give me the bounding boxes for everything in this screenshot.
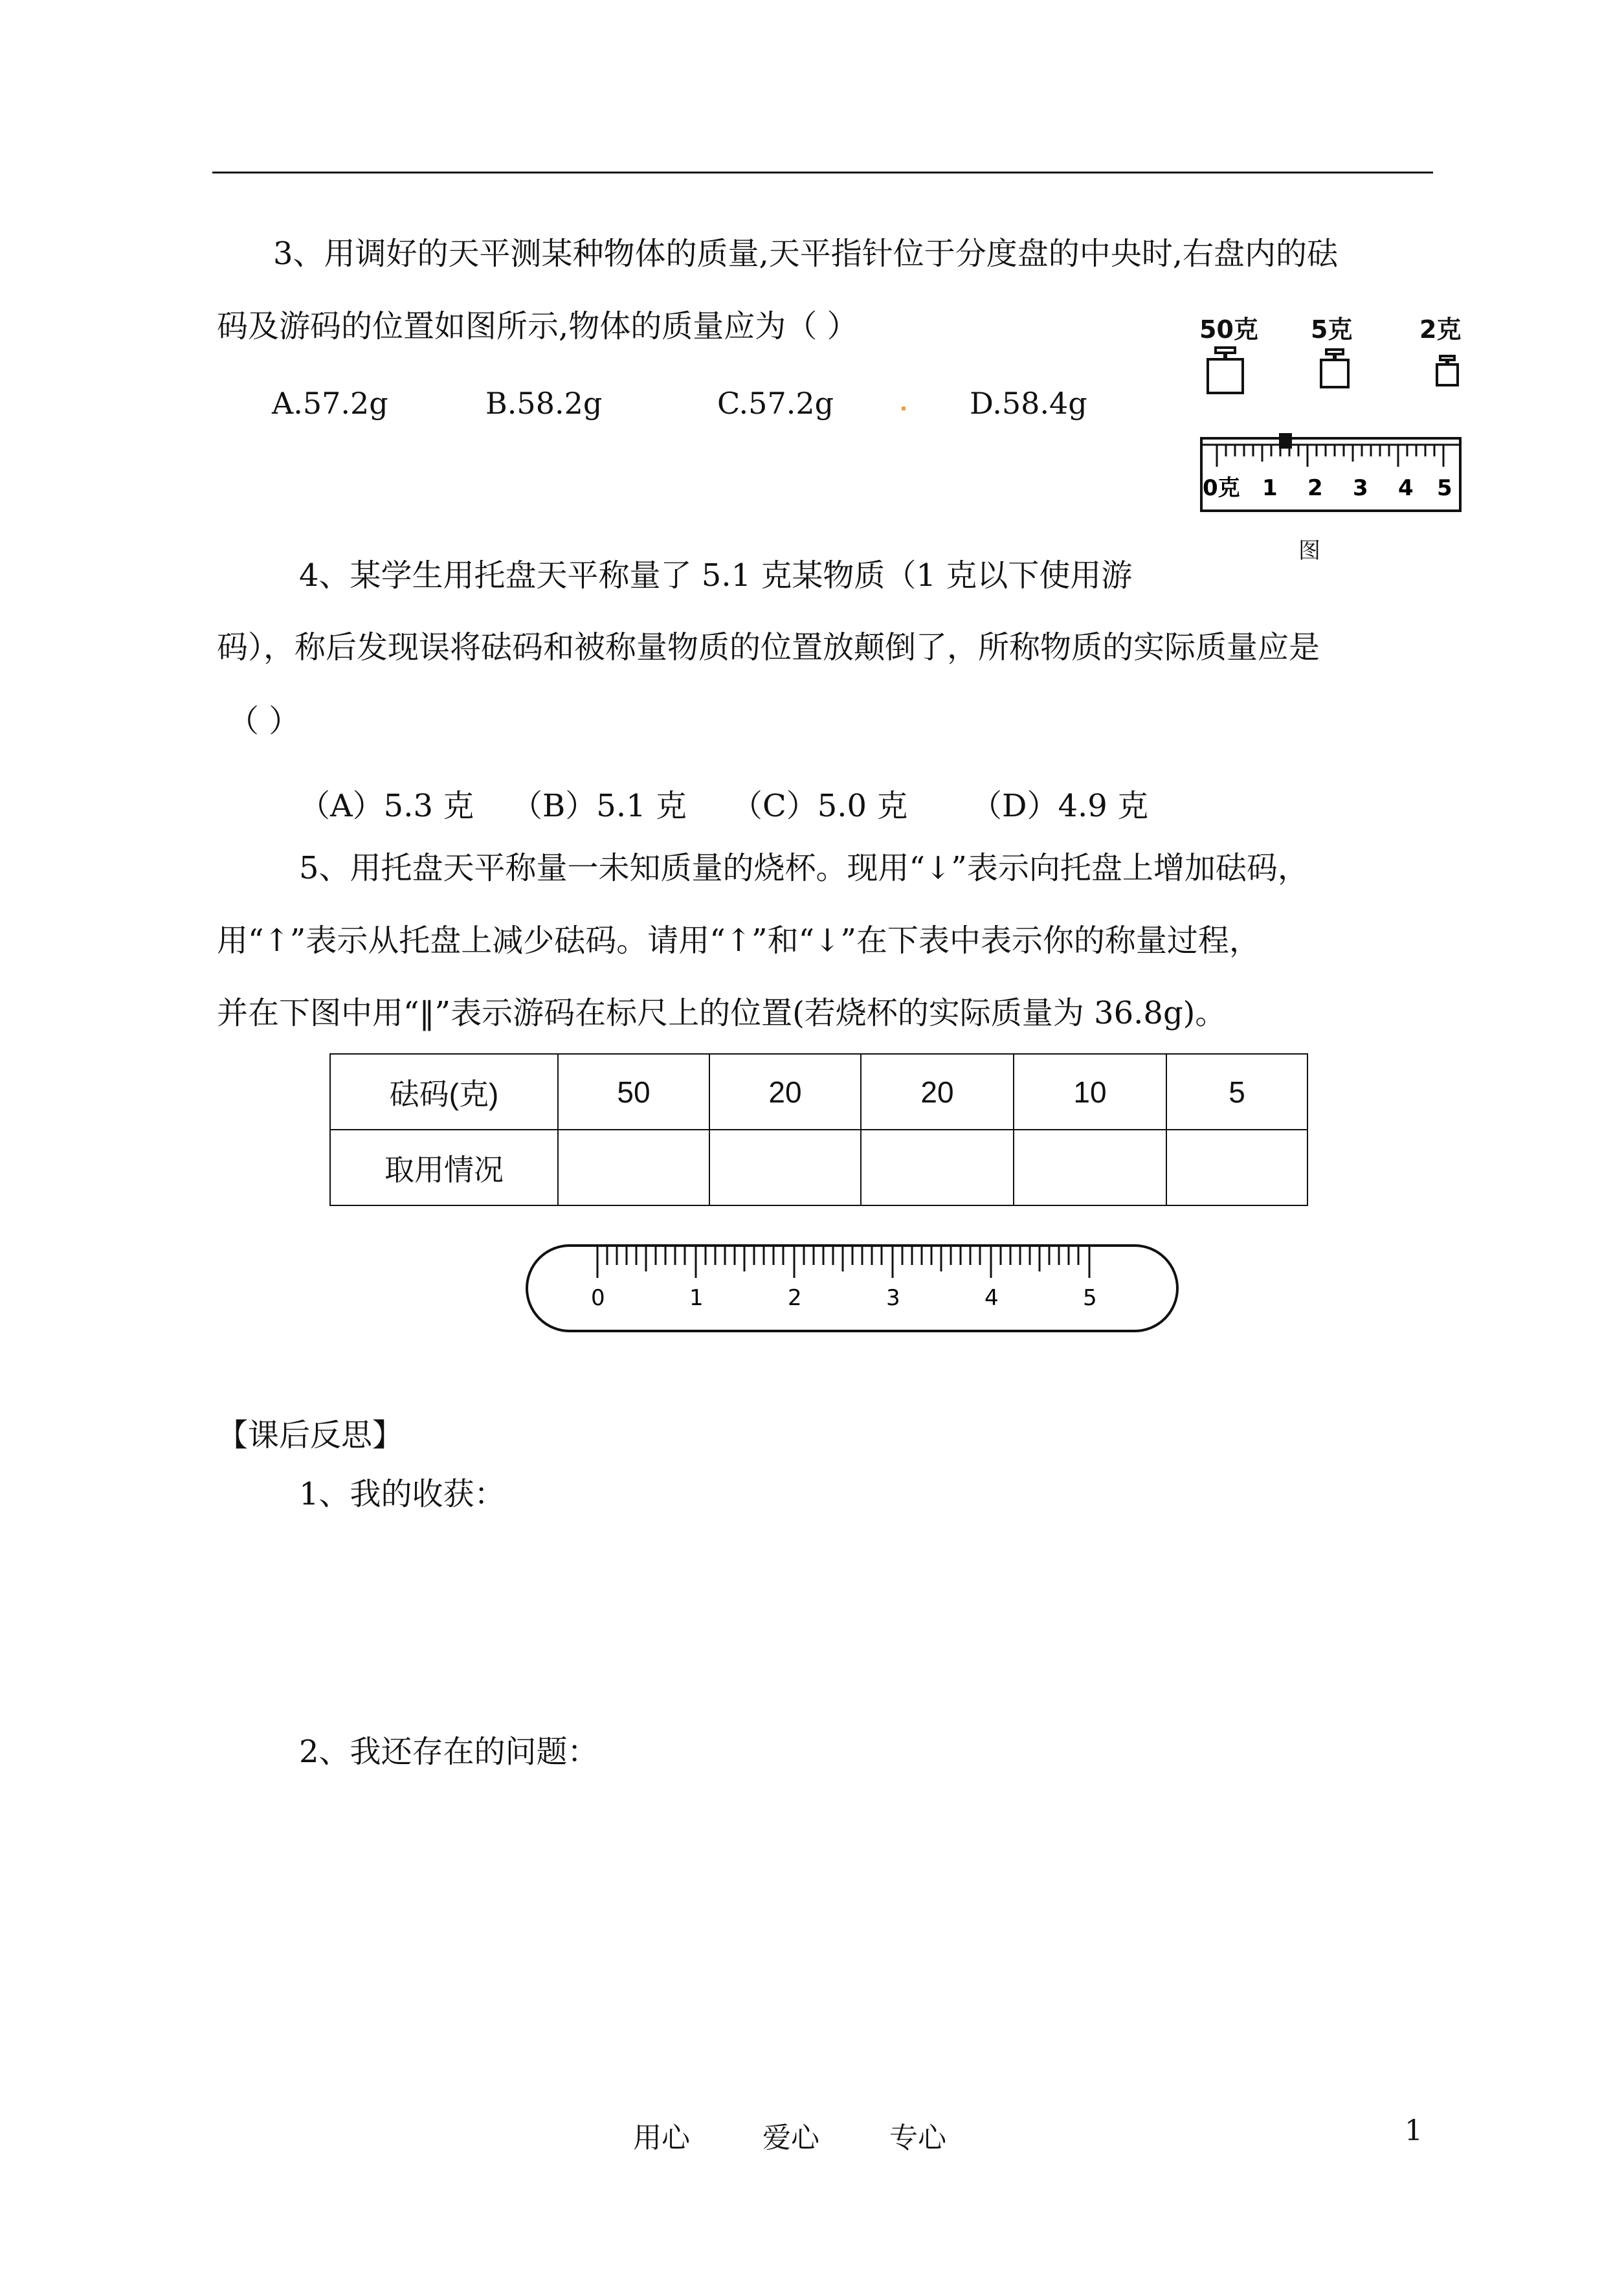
q5-tick-5: 5 — [1083, 1285, 1097, 1311]
reflection-item-problems: 2、我还存在的问题： — [299, 1734, 599, 1770]
q4-text-line2: 码），称后发现误将砝码和被称量物质的位置放颠倒了，所称物质的实际质量应是 — [217, 629, 1320, 666]
weight-50g-icon — [1204, 346, 1249, 398]
table-header-weight: 砝码(克) — [330, 1054, 558, 1130]
q5-tick-4: 4 — [984, 1285, 999, 1311]
header-rule — [212, 172, 1433, 173]
table-row — [330, 1130, 1307, 1205]
q4-option-c: （C）5.0 克 — [731, 788, 908, 824]
table-cell-weight: 5 — [1166, 1054, 1307, 1130]
reflection-item-gains: 1、我的收获： — [299, 1476, 506, 1512]
weight-label-5g: 5克 — [1311, 315, 1353, 344]
q5-tick-1: 1 — [689, 1285, 704, 1311]
table-cell-answer[interactable] — [558, 1130, 709, 1205]
q3-tick-5: 5 — [1437, 475, 1452, 501]
weights-table — [329, 1053, 1308, 1206]
q5-tick-2: 2 — [788, 1285, 802, 1311]
q3-rider-scale — [1197, 431, 1469, 515]
q3-option-b: B.58.2g — [485, 386, 603, 421]
q3-tick-4: 4 — [1398, 475, 1414, 501]
footer-word-2: 爱心 — [762, 2121, 819, 2154]
table-cell-weight: 50 — [558, 1054, 709, 1130]
table-header-usage: 取用情况 — [330, 1130, 558, 1205]
q4-text-line3: （ ） — [228, 703, 300, 739]
q3-text-line1: 3、用调好的天平测某种物体的质量,天平指针位于分度盘的中央时,右盘内的砝 — [273, 236, 1339, 272]
q4-option-a: （A）5.3 克 — [299, 788, 474, 824]
q3-text-line2: 码及游码的位置如图所示,物体的质量应为（ ） — [217, 308, 858, 344]
q3-tick-2: 2 — [1307, 475, 1323, 501]
table-cell-weight: 20 — [709, 1054, 861, 1130]
q5-ruler[interactable] — [524, 1242, 1185, 1339]
weight-5g-icon — [1317, 348, 1356, 394]
q5-text-line1: 5、用托盘天平称量一未知质量的烧杯。现用“↓”表示向托盘上增加砝码， — [299, 850, 1309, 886]
page-number: 1 — [1405, 2114, 1423, 2147]
weight-label-2g: 2克 — [1419, 315, 1462, 344]
q5-text-line2: 用“↑”表示从托盘上减少砝码。请用“↑”和“↓”在下表中表示你的称量过程， — [217, 923, 1260, 959]
footer-word-3: 专心 — [889, 2121, 946, 2154]
q3-tick-0: 0克 — [1203, 475, 1240, 501]
table-cell-answer[interactable] — [1014, 1130, 1166, 1205]
stray-dot — [902, 407, 906, 410]
table-cell-weight: 20 — [861, 1054, 1014, 1130]
footer-word-1: 用心 — [633, 2121, 690, 2154]
table-cell-answer[interactable] — [861, 1130, 1014, 1205]
q3-option-c: C.57.2g — [717, 386, 834, 421]
q3-option-d: D.58.4g — [970, 386, 1087, 421]
q5-tick-0: 0 — [591, 1285, 605, 1311]
q5-text-line3: 并在下图中用“‖”表示游码在标尺上的位置(若烧杯的实际质量为 36.8g)。 — [217, 995, 1227, 1031]
weight-2g-icon — [1434, 355, 1466, 394]
q3-tick-3: 3 — [1353, 475, 1368, 501]
q4-option-b: （B）5.1 克 — [511, 788, 687, 824]
table-cell-answer[interactable] — [1166, 1130, 1307, 1205]
weight-label-50g: 50克 — [1199, 315, 1258, 344]
q3-tick-1: 1 — [1262, 475, 1278, 501]
figure-caption: 图 — [1298, 538, 1320, 564]
table-cell-answer[interactable] — [709, 1130, 861, 1205]
q4-option-d: （D）4.9 克 — [971, 788, 1149, 824]
table-row — [330, 1054, 1307, 1130]
q5-tick-3: 3 — [886, 1285, 900, 1311]
q4-text-line1: 4、某学生用托盘天平称量了 5.1 克某物质（1 克以下使用游 — [299, 557, 1133, 594]
q3-option-a: A.57.2g — [272, 386, 388, 421]
reflection-heading: 【课后反思】 — [217, 1417, 404, 1453]
rider-marker — [1279, 433, 1292, 449]
table-cell-weight: 10 — [1014, 1054, 1166, 1130]
